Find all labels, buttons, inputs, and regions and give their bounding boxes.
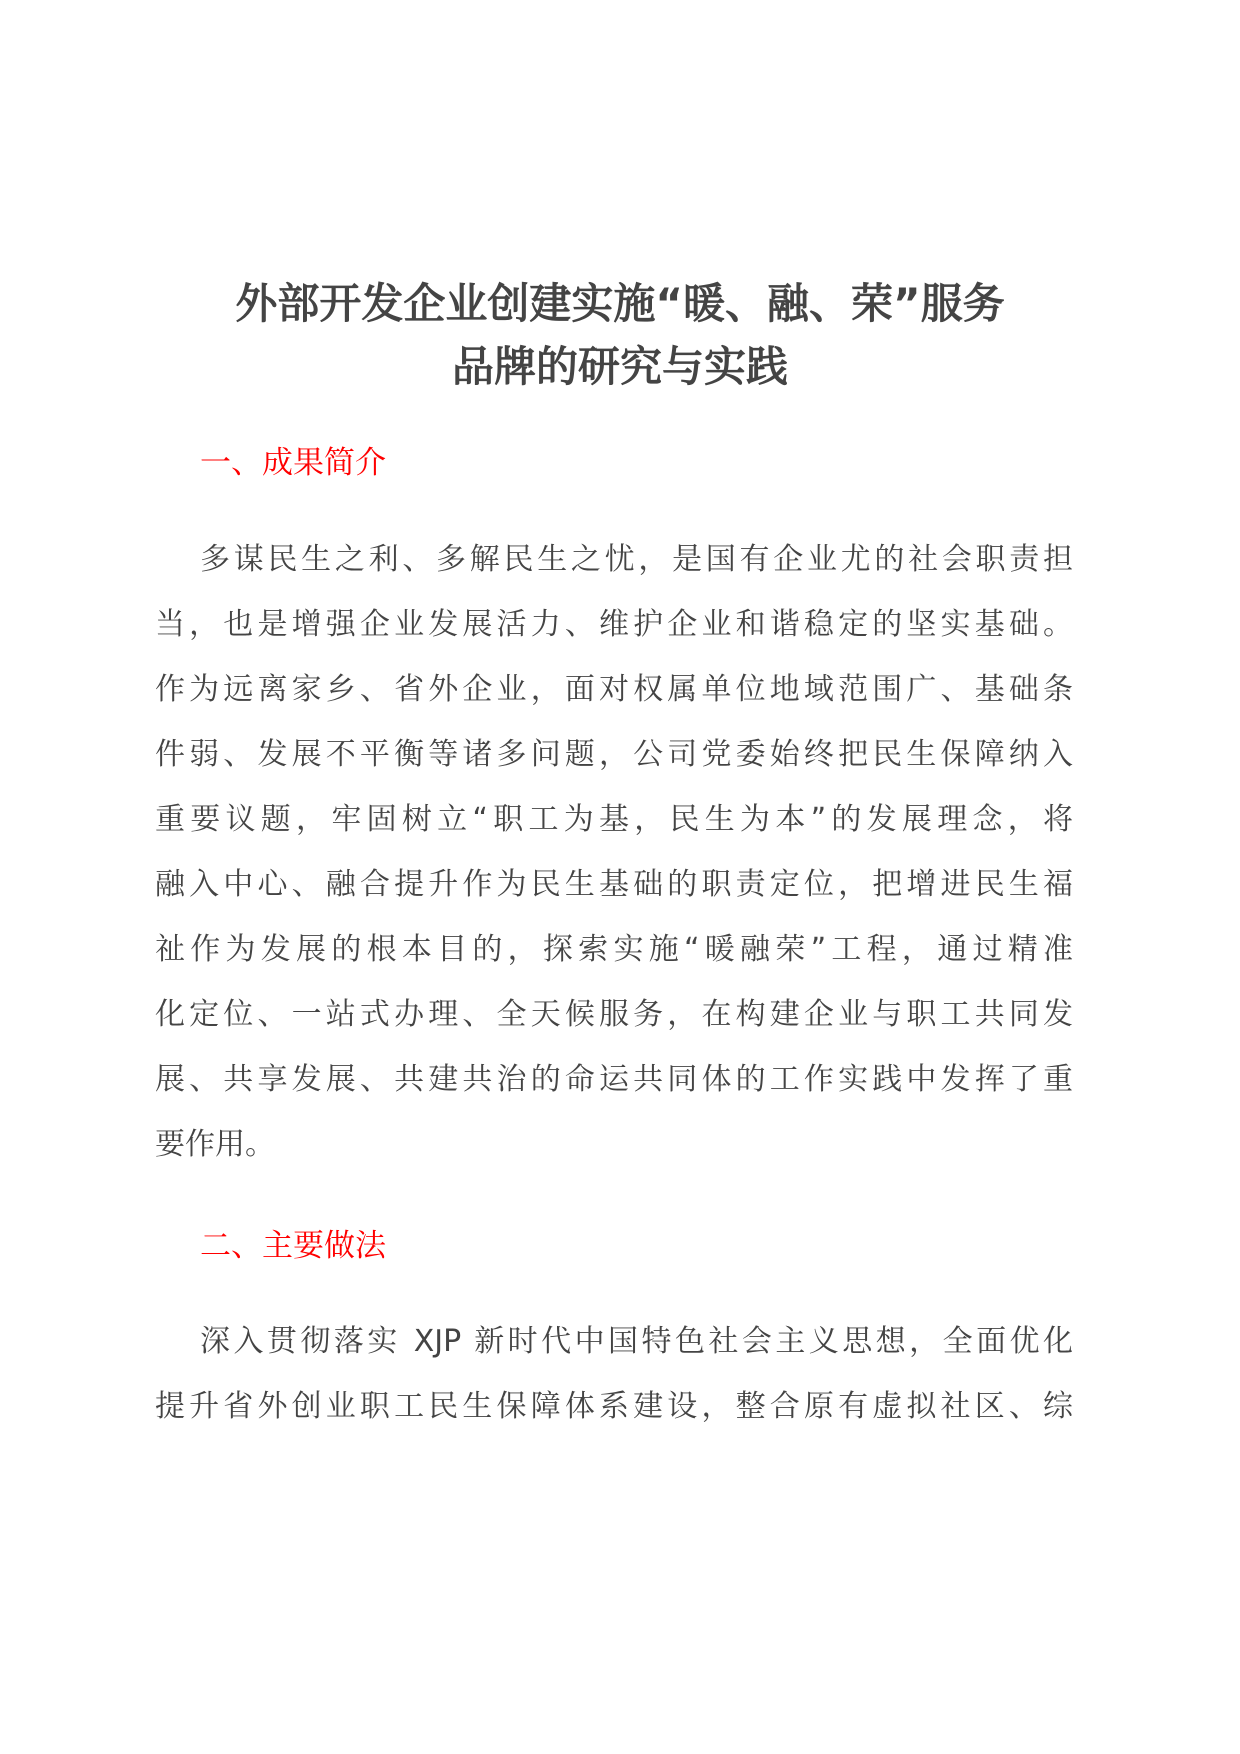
section-heading-2: 二、主要做法 bbox=[200, 1228, 386, 1264]
paragraph-line: 深入贯彻落实 XJP 新时代中国特色社会主义思想，全面优化 bbox=[200, 1324, 1073, 1359]
paragraph-line: 重要议题，牢固树立“职工为基，民生为本”的发展理念，将 bbox=[155, 802, 1073, 837]
paragraph-line: 当，也是增强企业发展活力、维护企业和谐稳定的坚实基础。 bbox=[155, 607, 1073, 642]
paragraph-line: 融入中心、融合提升作为民生基础的职责定位，把增进民生福 bbox=[155, 867, 1073, 902]
paragraph-line: 提升省外创业职工民生保障体系建设，整合原有虚拟社区、综 bbox=[155, 1389, 1073, 1424]
title-line-2: 品牌的研究与实践 bbox=[451, 342, 788, 391]
title-line-1: 外部开发企业创建实施“暖、融、荣”服务 bbox=[235, 279, 1005, 328]
paragraph-line: 展、共享发展、共建共治的命运共同体的工作实践中发挥了重 bbox=[155, 1062, 1073, 1097]
section-heading-1: 一、成果简介 bbox=[200, 445, 386, 481]
paragraph-line: 多谋民生之利、多解民生之忧，是国有企业尤的社会职责担 bbox=[200, 542, 1073, 577]
paragraph-line: 要作用。 bbox=[155, 1127, 275, 1162]
paragraph-line: 祉作为发展的根本目的，探索实施“暖融荣”工程，通过精准 bbox=[155, 932, 1073, 967]
paragraph-line: 化定位、一站式办理、全天候服务，在构建企业与职工共同发 bbox=[155, 997, 1073, 1032]
paragraph-line: 件弱、发展不平衡等诸多问题，公司党委始终把民生保障纳入 bbox=[155, 737, 1073, 772]
paragraph-line: 作为远离家乡、省外企业，面对权属单位地域范围广、基础条 bbox=[155, 672, 1073, 707]
